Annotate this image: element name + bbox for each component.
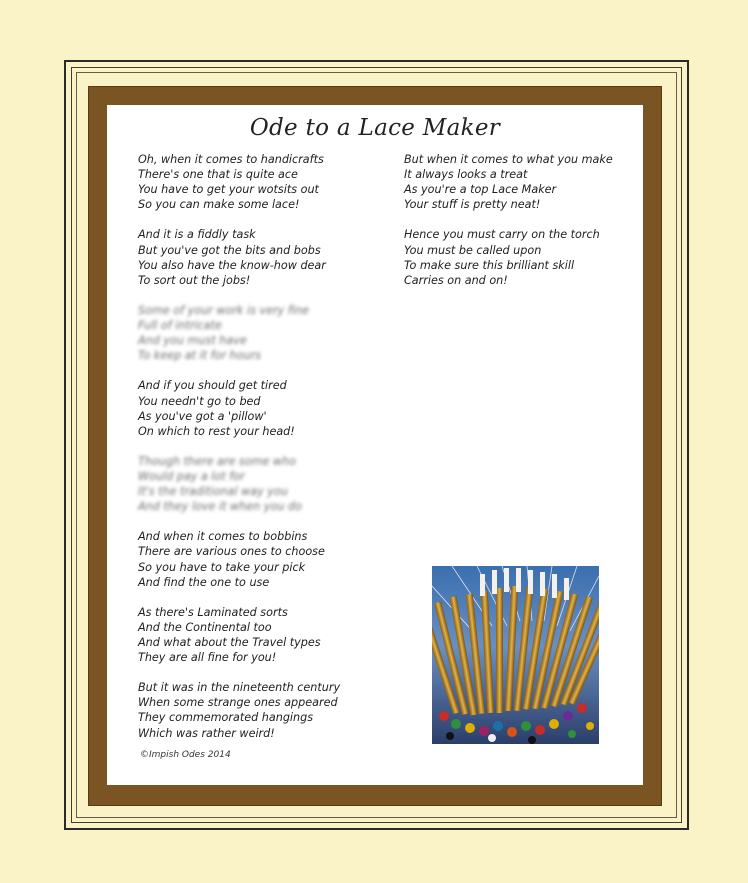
poem-stanza: [138, 227, 368, 287]
poem-line: They are all fine for you!: [138, 651, 277, 665]
poem-line: And it is a fiddly task: [138, 228, 256, 242]
poem-line: To make sure this brilliant skill: [404, 258, 575, 272]
poem-stanza: [404, 227, 634, 287]
poem-stanza: [138, 680, 368, 740]
poem-line: It always looks a treat: [404, 168, 528, 182]
lace-bobbins-photo: [432, 566, 599, 744]
poem-line: There's one that is quite ace: [138, 168, 298, 182]
poem-line: There are various ones to choose: [138, 545, 325, 559]
poem-title: Ode to a Lace Maker: [249, 115, 501, 141]
poem-paper: [107, 105, 643, 785]
poem-line: You must be called upon: [404, 243, 542, 257]
poem-line: And you must have: [138, 334, 247, 348]
poem-stanza: [138, 529, 368, 589]
poem-line: They commemorated hangings: [138, 711, 314, 725]
poem-line: So you can make some lace!: [138, 198, 300, 212]
copyright-text: ©Impish Odes 2014: [140, 750, 231, 760]
poem-line: Carries on and on!: [404, 273, 508, 287]
poem-line: And when it comes to bobbins: [138, 530, 308, 544]
poem-line: Full of intricate: [138, 319, 222, 333]
poem-line: Which was rather weird!: [138, 726, 275, 740]
poem-line: And find the one to use: [138, 575, 270, 589]
right-column: [404, 152, 634, 303]
poem-line: Some of your work is very fine: [138, 303, 309, 317]
poem-line: You needn't go to bed: [138, 394, 261, 408]
poem-line: But when it comes to what you make: [404, 153, 613, 166]
poem-line: It's the traditional way you: [138, 485, 288, 499]
poem-stanza: [138, 378, 368, 438]
poem-line: And the Continental too: [138, 620, 272, 634]
poem-line: But it was in the nineteenth century: [138, 681, 341, 695]
poem-line: As you're a top Lace Maker: [404, 183, 557, 197]
poem-line: As you've got a 'pillow': [138, 409, 267, 423]
poem-line: To sort out the jobs!: [138, 273, 251, 287]
poem-line: Your stuff is pretty neat!: [404, 198, 541, 212]
poem-line: Though there are some who: [138, 454, 296, 468]
poem-line: And if you should get tired: [138, 379, 287, 393]
poem-stanza: [138, 152, 368, 212]
blurred-stanza: [138, 454, 368, 514]
poem-line: But you've got the bits and bobs: [138, 243, 321, 257]
poem-stanza: [404, 152, 634, 212]
poem-line: Would pay a lot for: [138, 469, 245, 483]
poem-line: To keep at it for hours: [138, 349, 261, 363]
poem-line: On which to rest your head!: [138, 424, 295, 438]
poem-line: And what about the Travel types: [138, 636, 321, 649]
poem-line: So you have to take your pick: [138, 560, 306, 574]
poem-line: Oh, when it comes to handicrafts: [138, 153, 324, 166]
poem-stanza: [138, 605, 368, 665]
poem-line: You have to get your wotsits out: [138, 183, 319, 197]
left-column: [138, 152, 368, 756]
poem-line: Hence you must carry on the torch: [404, 228, 600, 242]
blurred-stanza: [138, 303, 368, 363]
poem-line: As there's Laminated sorts: [138, 605, 288, 619]
poem-line: You also have the know-how dear: [138, 258, 326, 272]
poem-line: And they love it when you do: [138, 500, 302, 514]
poem-line: When some strange ones appeared: [138, 696, 338, 710]
